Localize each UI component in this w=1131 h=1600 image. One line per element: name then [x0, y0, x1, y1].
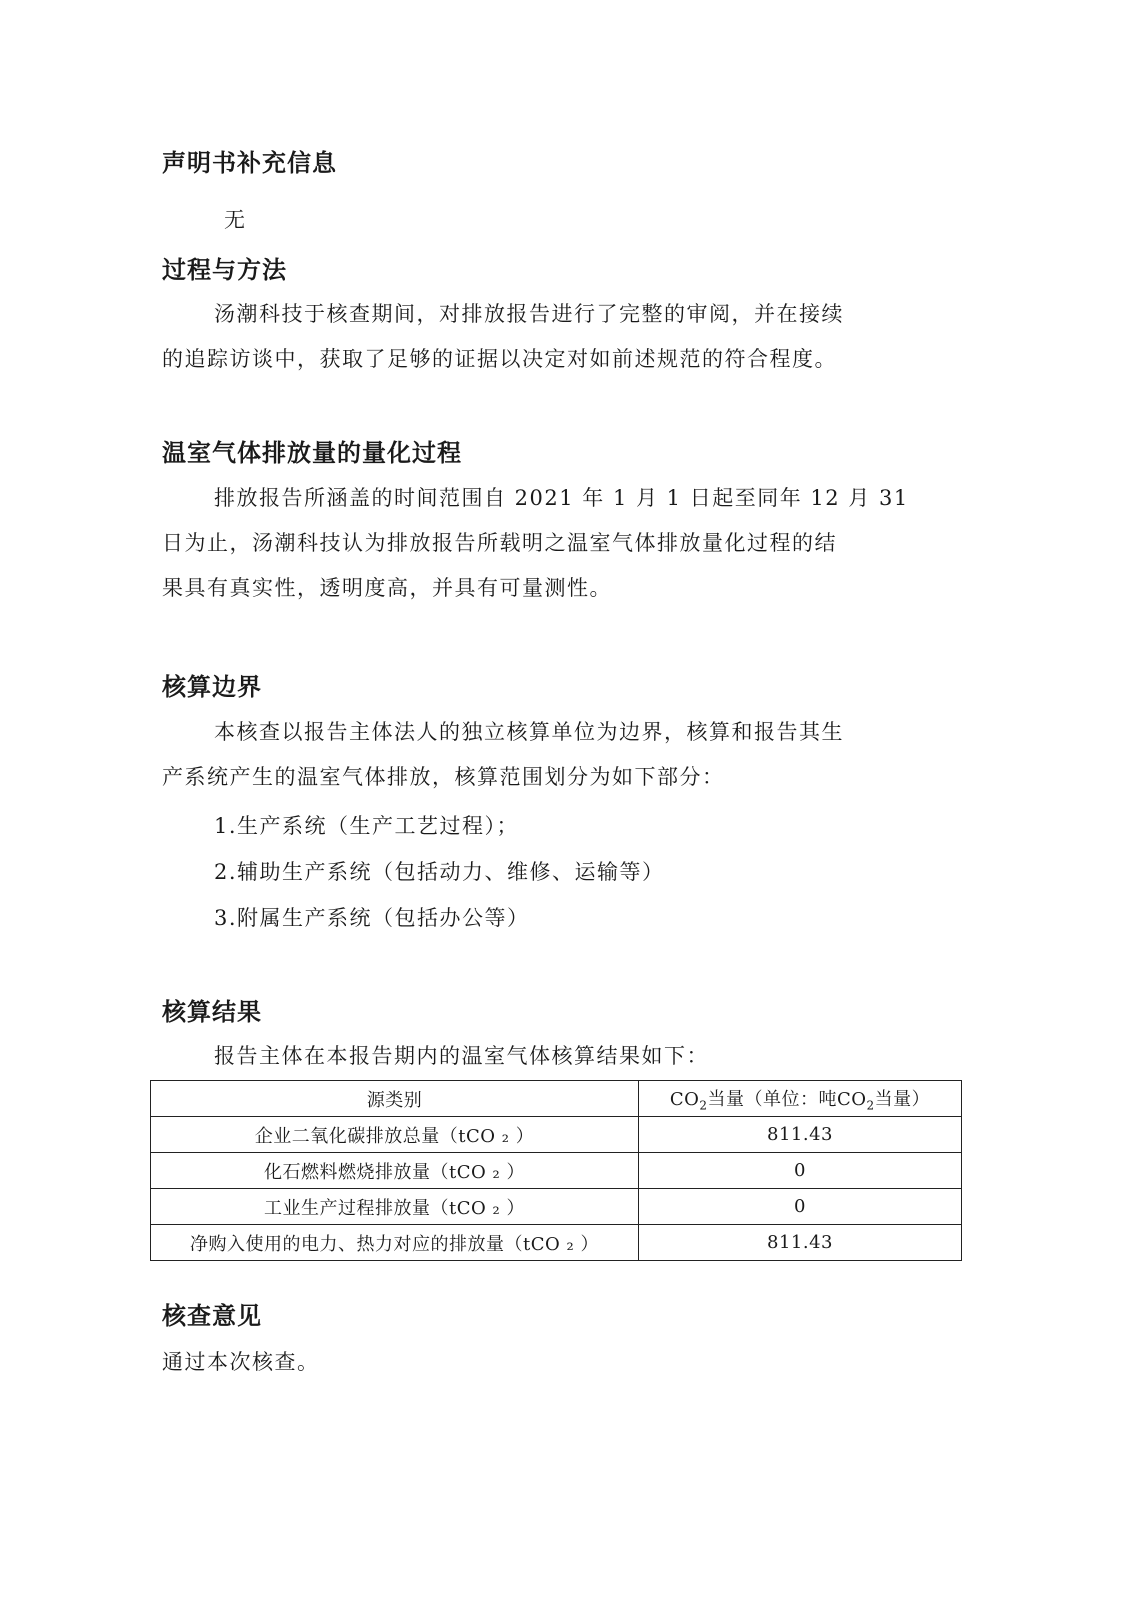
boundary-heading: 核算边界 [162, 673, 262, 701]
opinion-heading: 核查意见 [162, 1302, 262, 1330]
boundary-line-1: 本核查以报告主体法人的独立核算单位为边界，核算和报告其生 [214, 720, 844, 744]
table-row [151, 1225, 962, 1261]
supplement-body: 无 [224, 208, 247, 232]
process-line-1: 汤潮科技于核查期间，对排放报告进行了完整的审阅，并在接续 [214, 302, 844, 326]
quantification-paragraph [162, 476, 962, 611]
row-source: 化石燃料燃烧排放量（tCO ₂ ） [151, 1153, 639, 1189]
quantification-line-3: 果具有真实性，透明度高，并具有可量测性。 [162, 576, 612, 600]
boundary-item-1: 1.生产系统（生产工艺过程）； [214, 814, 520, 838]
row-value: 811.43 [639, 1117, 962, 1153]
quantification-heading: 温室气体排放量的量化过程 [162, 439, 462, 467]
result-table [150, 1080, 962, 1261]
row-source: 工业生产过程排放量（tCO ₂ ） [151, 1189, 639, 1225]
opinion-body: 通过本次核查。 [162, 1350, 320, 1374]
col-source-header: 源类别 [151, 1081, 639, 1117]
row-source: 企业二氧化碳排放总量（tCO ₂ ） [151, 1117, 639, 1153]
boundary-paragraph [162, 710, 962, 800]
result-heading: 核算结果 [162, 998, 262, 1026]
result-intro: 报告主体在本报告期内的温室气体核算结果如下： [214, 1044, 709, 1068]
process-heading: 过程与方法 [162, 256, 287, 284]
table-row [151, 1153, 962, 1189]
supplement-heading: 声明书补充信息 [162, 149, 337, 177]
boundary-item-3: 3.附属生产系统（包括办公等） [214, 906, 530, 930]
table-header-row [151, 1081, 962, 1117]
quantification-line-2: 日为止，汤潮科技认为排放报告所载明之温室气体排放量化过程的结 [162, 531, 837, 555]
boundary-item-2: 2.辅助生产系统（包括动力、维修、运输等） [214, 860, 665, 884]
boundary-line-2: 产系统产生的温室气体排放，核算范围划分为如下部分： [162, 765, 725, 789]
table-row [151, 1189, 962, 1225]
row-value: 0 [639, 1189, 962, 1225]
row-source: 净购入使用的电力、热力对应的排放量（tCO ₂ ） [151, 1225, 639, 1261]
table-row [151, 1117, 962, 1153]
row-value: 0 [639, 1153, 962, 1189]
process-paragraph [162, 292, 962, 382]
col-co2-header: $CO_2$当量（单位：吨$CO_2$当量） [639, 1081, 962, 1117]
quantification-line-1: 排放报告所涵盖的时间范围自 2021 年 1 月 1 日起至同年 12 月 31 [214, 486, 909, 510]
process-line-2: 的追踪访谈中，获取了足够的证据以决定对如前述规范的符合程度。 [162, 347, 837, 371]
row-value: 811.43 [639, 1225, 962, 1261]
